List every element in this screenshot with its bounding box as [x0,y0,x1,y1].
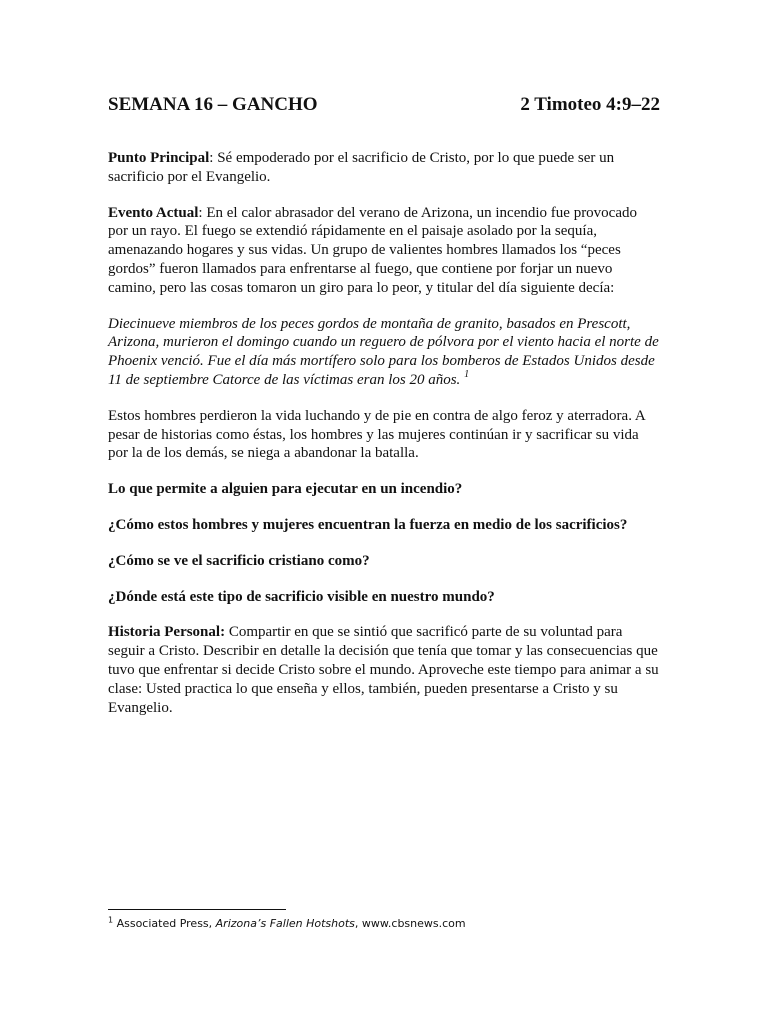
page-header [108,93,660,117]
discussion-question: ¿Cómo se ve el sacrificio cristiano como? [108,552,370,569]
news-quote [108,315,660,390]
main-point-label: Punto Principal [108,150,210,166]
footnote-reference: 1 [464,368,470,380]
discussion-question: ¿Dónde está este tipo de sacrificio visible en nuestro mundo? [108,588,495,605]
news-quote-text: Diecinueve miembros de los peces gordos de montaña de granito, basados en Prescott, Arizona, murieron el domingo cuando un reguero de pólvora por el viento hacia el norte de Phoenix venció. Fue el día más mortífero solo para los bomberos de Estados Unidos desde 11 de septiembre Catorce de las víctimas eran los 20 años. [108,315,659,388]
current-event-label: Evento Actual [108,204,199,221]
scripture-reference: 2 Timoteo 4:9–22 [520,94,660,115]
personal-story-text: Compartir en que se sintió que sacrificó parte de su voluntad para seguir a Cristo. Describir en detalle la decisión que tenía que tomar y las consecuencias que tuvo que enfrentar si decide Cristo sobre el mundo. Aproveche este tiempo para animar a su clase: Usted practica lo que enseña y ellos, también, pueden presentarse a Cristo y su Evangelio. [108,624,659,716]
footnote-url: , www.cbsnews.com [354,917,466,930]
discussion-question: Lo que permite a alguien para ejecutar en un incendio? [108,481,463,498]
current-event-text: En el calor abrasador del verano de Arizona, un incendio fue provocado por un rayo. El fuego se extendió rápidamente en el paisaje asolado por la sequía, amenazando hogares y sus vidas. Un grupo de valientes hombres llamados los “peces gordos” fueron llamados para enfrentarse al fuego, que contiene por forjar un nuevo camino, pero las cosas tomaron un giro para lo peor, y titular del día siguiente decía: [108,204,638,296]
footnote-mark: 1 [108,915,114,925]
main-point-separator: : [209,150,214,166]
footnote-title: Arizona’s Fallen Hotshots [215,917,355,930]
lesson-title: SEMANA 16 – GANCHO [108,94,318,115]
footnote-divider [108,909,286,910]
personal-story-paragraph [108,623,660,717]
discussion-question: ¿Cómo estos hombres y mujeres encuentran la fuerza en medio de los sacrificios? [108,516,628,533]
reflection-paragraph: Estos hombres perdieron la vida luchando y de pie en contra de algo feroz y aterradora. A pesar de historias como éstas, los hombres y las mujeres continúan ir y sacrificar su vida por la de los demás, se niega a abandonar la batalla. [108,407,645,462]
footnote-source: Associated Press, [113,917,216,930]
current-event-paragraph [108,204,660,298]
current-event-separator: : [198,204,203,221]
lesson-body [108,149,660,734]
personal-story-label: Historia Personal: [108,624,226,641]
main-point-text: Sé empoderado por el sacrificio de Cristo, por lo que puede ser un sacrificio por el Evangelio. [108,150,615,185]
main-point-paragraph [108,149,660,187]
footnote [108,916,466,931]
